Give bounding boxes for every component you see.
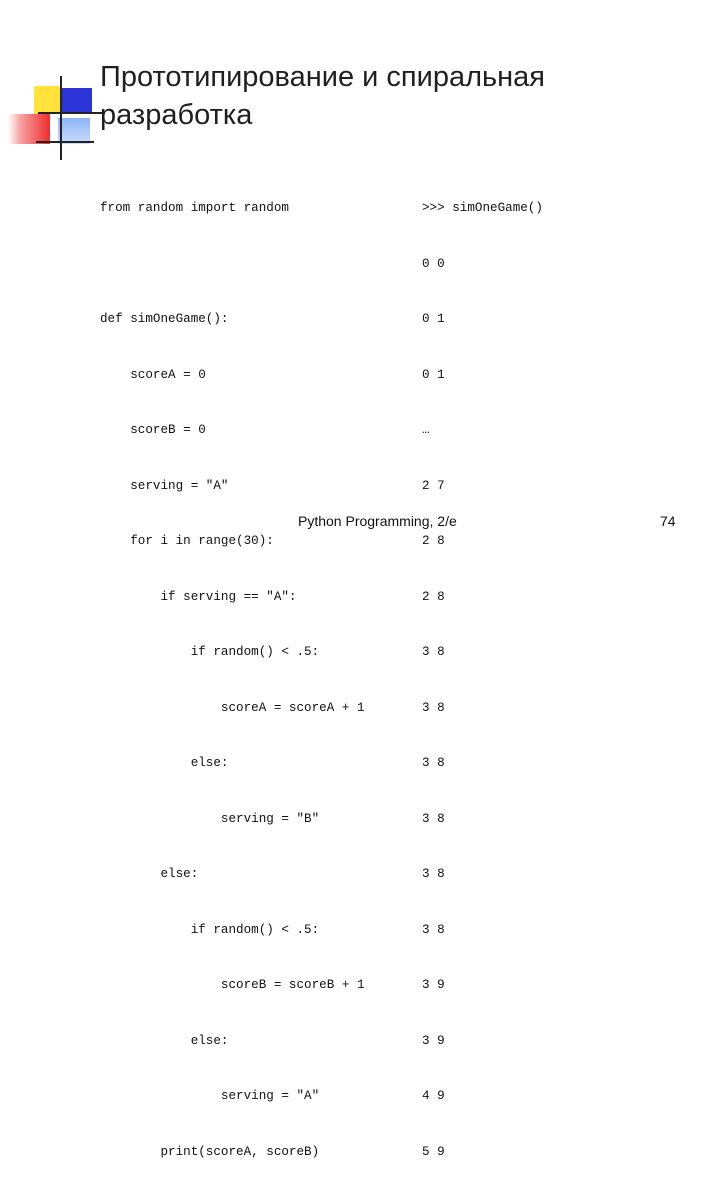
output-line: 4 9 xyxy=(422,1089,445,1103)
decor-blue-square xyxy=(62,88,92,114)
code-line: serving = "A" xyxy=(100,1089,320,1103)
code-line xyxy=(100,255,365,274)
output-line: 2 8 xyxy=(422,534,445,548)
decor-horizontal-line xyxy=(38,112,102,114)
output-line: 3 8 xyxy=(422,811,445,826)
output-line: 3 8 xyxy=(422,756,445,770)
output-line: 3 8 xyxy=(422,700,445,715)
output-line: 2 7 xyxy=(422,478,445,493)
decor-vertical-line xyxy=(60,76,62,160)
output-line: 0 1 xyxy=(422,312,445,326)
decor-yellow-square xyxy=(34,86,62,114)
code-line: if random() < .5: xyxy=(100,922,320,937)
output-line: … xyxy=(422,423,430,437)
code-line: from random import random xyxy=(100,201,289,215)
code-line: def simOneGame(): xyxy=(100,312,229,326)
slide-title-line-2: разработка xyxy=(100,99,253,131)
slide-title-line-1: Прототипирование и спиральная xyxy=(100,61,545,93)
code-line: serving = "B" xyxy=(100,811,320,826)
code-line: if serving == "A": xyxy=(100,589,297,604)
output-line: 3 8 xyxy=(422,645,445,659)
code-line: scoreA = scoreA + 1 xyxy=(100,700,365,715)
decor-red-square xyxy=(8,114,50,144)
console-output xyxy=(422,162,543,1180)
output-line: 0 0 xyxy=(422,256,445,271)
code-line: else: xyxy=(100,1033,229,1048)
code-line: if random() < .5: xyxy=(100,645,320,659)
code-block xyxy=(100,162,365,1180)
output-line: >>> simOneGame() xyxy=(422,201,543,215)
code-line: serving = "A" xyxy=(100,478,229,493)
output-line: 5 9 xyxy=(422,1144,445,1159)
code-line: for i in range(30): xyxy=(100,534,274,548)
output-line: 2 8 xyxy=(422,589,445,604)
page-number: 74 xyxy=(660,513,676,529)
output-line: 0 1 xyxy=(422,367,445,382)
output-line: 3 9 xyxy=(422,1033,445,1048)
code-line: scoreB = 0 xyxy=(100,423,206,437)
code-line: scoreA = 0 xyxy=(100,367,206,382)
slide-title xyxy=(100,58,660,134)
slide-footer: Python Programming, 2/e xyxy=(298,513,457,529)
output-line: 3 8 xyxy=(422,922,445,937)
code-line: print(scoreA, scoreB) xyxy=(100,1144,320,1159)
code-line: scoreB = scoreB + 1 xyxy=(100,978,365,992)
output-line: 3 9 xyxy=(422,978,445,992)
output-line: 3 8 xyxy=(422,867,445,881)
code-line: else: xyxy=(100,867,199,881)
decor-horizontal-line-lower xyxy=(36,141,94,143)
code-line: else: xyxy=(100,756,229,770)
